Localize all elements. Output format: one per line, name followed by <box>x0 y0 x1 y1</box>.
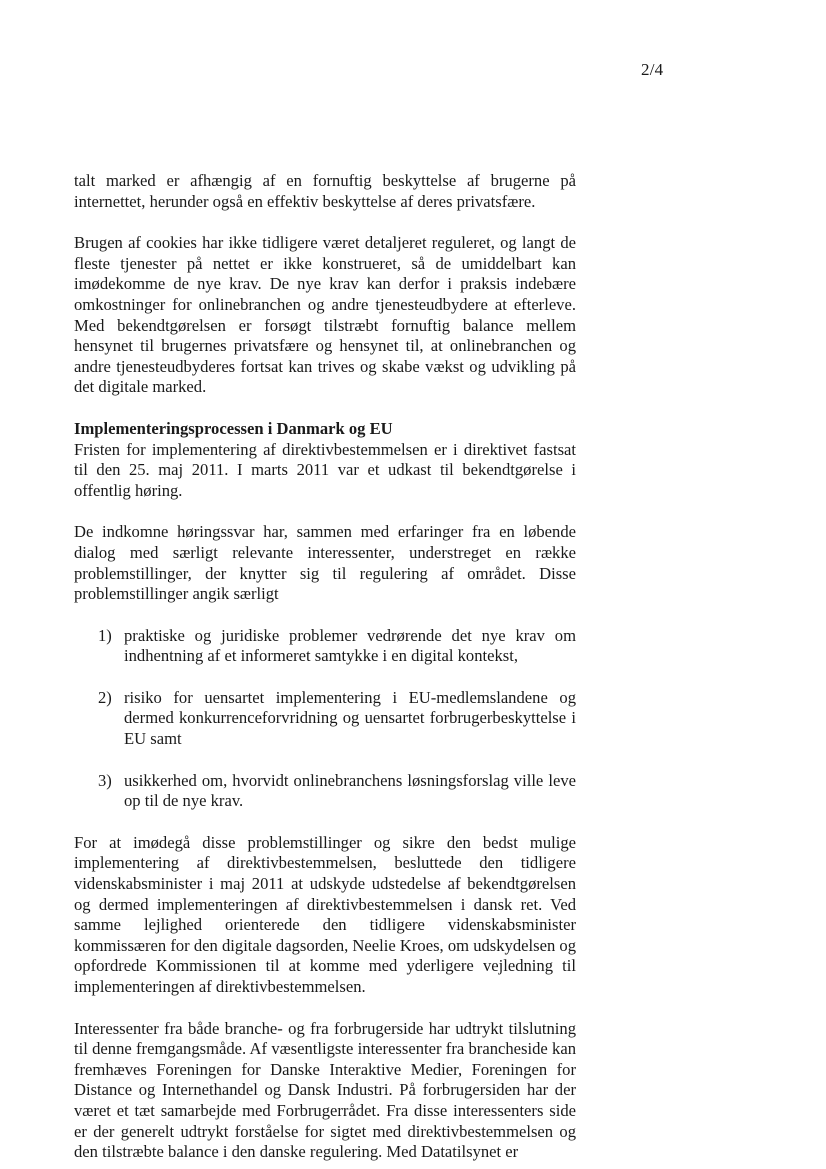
list-item <box>74 688 576 750</box>
list-item-text: usikkerhed om, hvorvidt onlinebranchens løsningsforslag ville leve op til de nye krav. <box>124 770 576 811</box>
document-body <box>74 171 576 1163</box>
list-item-text: risiko for uensartet implementering i EU-medlemslandene og dermed konkurrenceforvridning og uensartet forbrugerbeskyttelse i EU samt <box>124 687 576 749</box>
paragraph-postponement: For at imødegå disse problemstillinger og sikre den bedst mulige implementering af direktivbestemmelsen, besluttede den tidligere videnskabsminister i maj 2011 at udskyde udstedelse af bekendtgørelsen og dermed implementeringen af direktivbestemmelsen i dansk ret. Ved samme lejlighed orienterede den tidligere videnskabsminister kommissæren for den digitale dagsorden, Neelie Kroes, om udskydelsen og opfordrede Kommissionen til at komme med yderligere vejledning til implementeringen af direktivbestemmelsen. <box>74 832 576 996</box>
paragraph-consultation: De indkomne høringssvar har, sammen med erfaringer fra en løbende dialog med særligt relevante interessenter, understreget en række problemstillinger, der knytter sig til regulering af området. Disse problemstillinger angik særligt <box>74 522 576 604</box>
list-item-number: 3) <box>98 770 112 790</box>
list-item <box>74 771 576 812</box>
paragraph-stakeholders: Interessenter fra både branche- og fra forbrugerside har udtrykt tilslutning til denne fremgangsmåde. Af væsentligste interessenter fra brancheside kan fremhæves Foreningen for Danske Interaktive Medier, Foreningen for Distance og Internethandel og Dansk Industri. På forbrugersiden har der været et tæt samarbejde med Forbrugerrådet. Fra disse interessenters side er der generelt udtrykt forståelse for sigtet med direktivbestemmelsen og den tilstræbte balance i den danske regulering. Med Datatilsynet er <box>74 1018 576 1162</box>
list-item-text: praktiske og juridiske problemer vedrørende det nye krav om indhentning af et informeret samtykke i en digital kontekst, <box>124 625 576 666</box>
list-item <box>74 626 576 667</box>
section-heading: Implementeringsprocessen i Danmark og EU <box>74 418 393 438</box>
paragraph-deadline: Fristen for implementering af direktivbestemmelsen er i direktivet fastsat til den 25. maj 2011. I marts 2011 var et udkast til bekendtgørelse i offentlig høring. <box>74 439 576 500</box>
paragraph-cookies-regulation: Brugen af cookies har ikke tidligere været detaljeret reguleret, og langt de fleste tjenester på nettet er ikke konstrueret, så de umiddelbart kan imødekomme de nye krav. De nye krav kan derfor i praksis indebære omkostninger for onlinebranchen og andre tjenesteudbydere at efterleve. Med bekendtgørelsen er forsøgt tilstræbt fornuftig balance mellem hensynet til brugernes privatsfære og hensynet til, at onlinebranchen og andre tjenesteudbyderes fortsat kan trives og skabe vækst og udvikling på det digitale marked. <box>74 233 576 397</box>
page-number: 2/4 <box>641 60 664 79</box>
list-item-number: 2) <box>98 687 112 707</box>
list-item-number: 1) <box>98 625 112 645</box>
paragraph-privacy-protection: talt marked er afhængig af en fornuftig beskyttelse af brugerne på internettet, herunder også en effektiv beskyttelse af deres privatsfære. <box>74 171 576 211</box>
problem-list <box>74 626 576 812</box>
